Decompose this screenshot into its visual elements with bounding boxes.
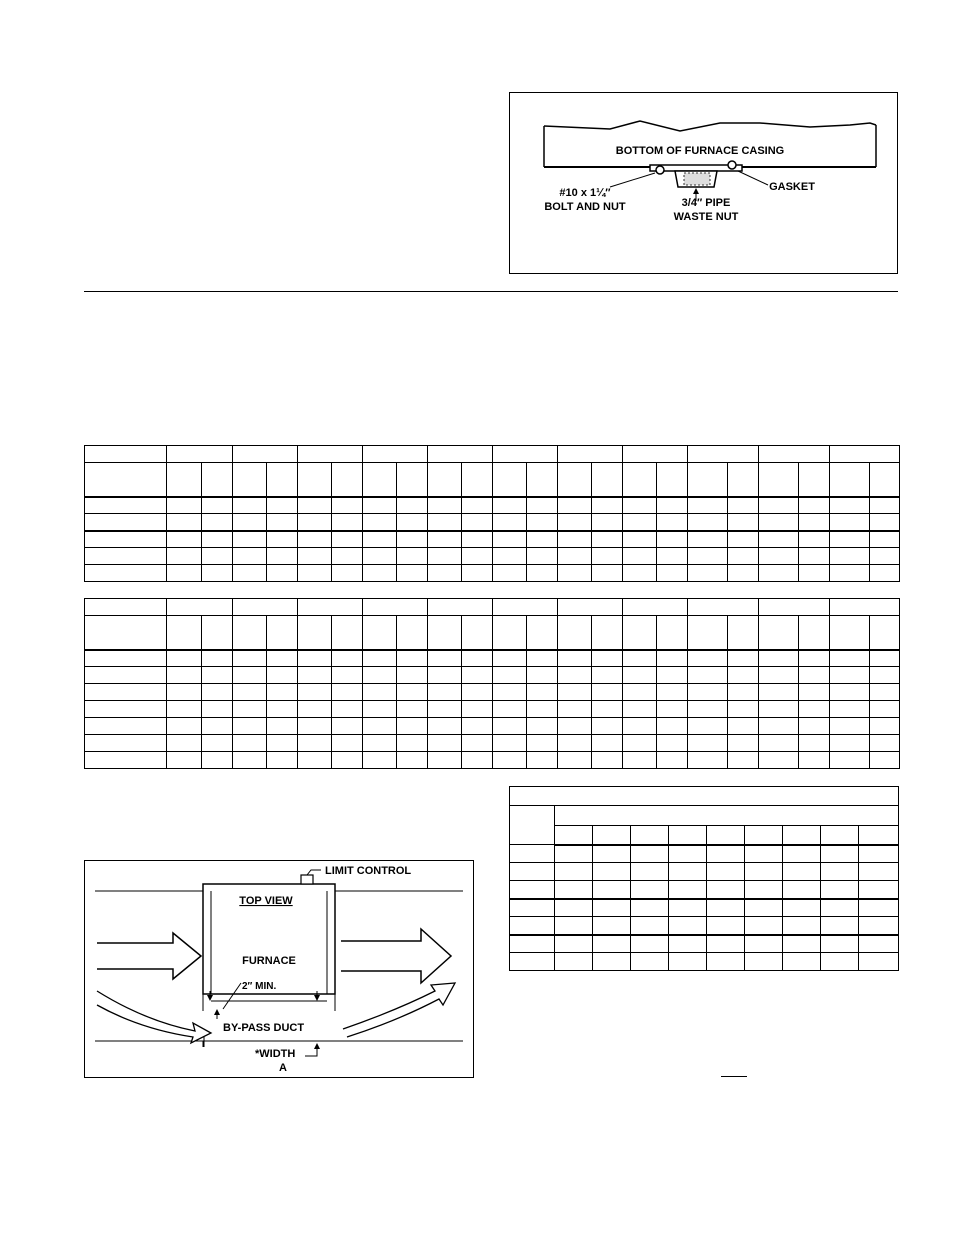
- table-row: [510, 881, 899, 899]
- inflow-arrow-upper: [97, 933, 201, 979]
- bolt-label-line2: BOLT AND NUT: [544, 201, 626, 213]
- pipe-arrowhead: [693, 188, 699, 194]
- table-row: [510, 863, 899, 881]
- furnace-label: FURNACE: [242, 955, 296, 967]
- table-row: [510, 953, 899, 971]
- table-row: [85, 752, 900, 769]
- table-row: [85, 718, 900, 735]
- bolt-head-right: [728, 161, 736, 169]
- drain-figure: [510, 93, 896, 272]
- limit-control-leader: [307, 870, 321, 875]
- bolt-leader: [610, 173, 655, 187]
- bypass-figure: [85, 861, 472, 1076]
- table-row: [510, 787, 899, 806]
- underline-mark: [721, 1076, 747, 1077]
- table-row: [85, 565, 900, 582]
- table-2: [84, 598, 900, 769]
- table-row: [510, 935, 899, 953]
- table-row: [510, 845, 899, 863]
- width-letter: A: [279, 1062, 287, 1074]
- table-row: [85, 497, 900, 514]
- table-row: [85, 531, 900, 548]
- bypass-flow-left: [97, 991, 211, 1043]
- bypass-flow-right: [343, 983, 455, 1037]
- table-row: [85, 667, 900, 684]
- table-row: [85, 735, 900, 752]
- table-row: [510, 806, 899, 826]
- waste-nut-thread: [684, 173, 710, 185]
- top-view-label: TOP VIEW: [239, 895, 293, 907]
- table-row: [85, 701, 900, 718]
- table-row: [85, 650, 900, 667]
- pipe-label-line1: 3/4″ PIPE: [681, 197, 731, 209]
- table-1: [84, 445, 900, 582]
- casing-label: BOTTOM OF FURNACE CASING: [615, 145, 785, 157]
- table-row: [510, 826, 899, 845]
- table-row: [85, 463, 900, 497]
- table-row: [85, 684, 900, 701]
- pipe-label-line2: WASTE NUT: [673, 211, 739, 223]
- bolt-head-left: [656, 166, 664, 174]
- gasket-leader: [738, 171, 768, 185]
- table-row: [85, 514, 900, 531]
- table-row: [510, 917, 899, 935]
- gasket-label: GASKET: [769, 181, 815, 193]
- table-row: [85, 616, 900, 650]
- width-label: *WIDTH: [255, 1048, 296, 1060]
- min-clearance-label: 2″ MIN.: [242, 981, 277, 992]
- table-row: [85, 446, 900, 463]
- table-row: [85, 548, 900, 565]
- limit-control-label: LIMIT CONTROL: [325, 865, 412, 877]
- table-row: [510, 899, 899, 917]
- limit-control-box: [301, 875, 313, 884]
- bypass-figure-frame: [84, 860, 474, 1078]
- bypass-duct-label: BY-PASS DUCT: [223, 1022, 305, 1034]
- table-3: [509, 786, 899, 971]
- drain-figure-frame: [509, 92, 898, 274]
- outflow-arrow: [341, 929, 451, 983]
- bolt-label-line1: #10 x 1¼″: [559, 187, 611, 199]
- casing-break-line: [544, 121, 876, 131]
- section-divider: [84, 291, 898, 292]
- table-row: [85, 599, 900, 616]
